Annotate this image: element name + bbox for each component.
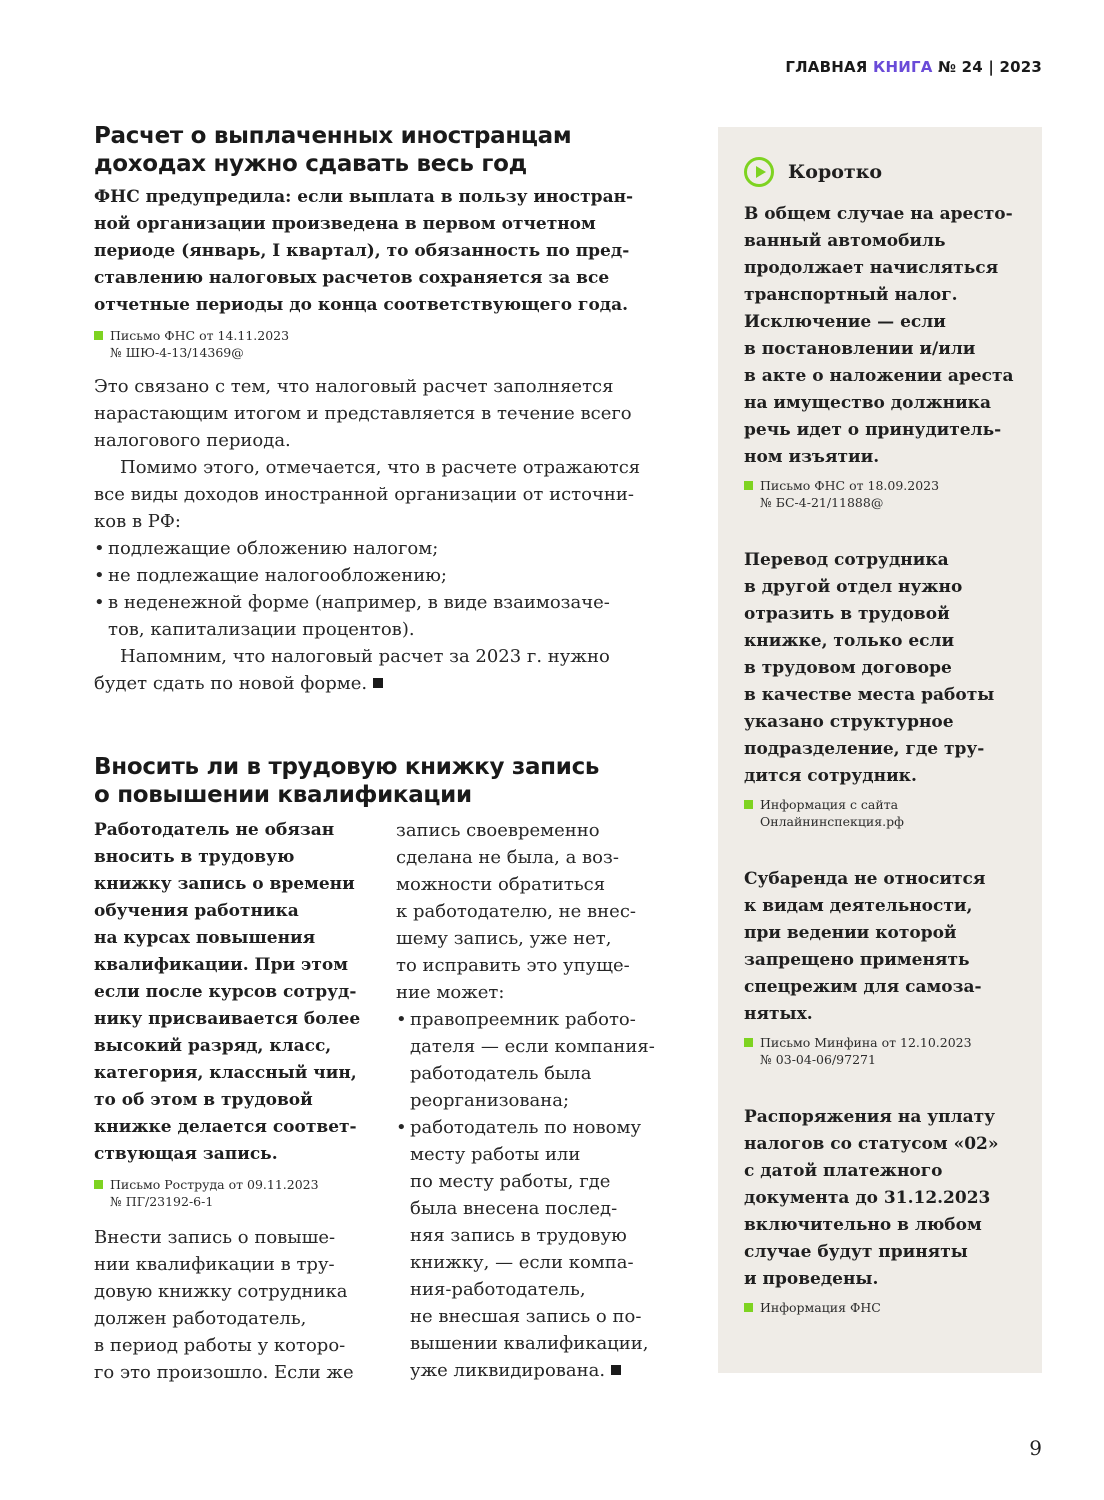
sidebar-note xyxy=(744,1104,1016,1316)
main-column xyxy=(94,122,674,1386)
sidebar-title: Коротко xyxy=(788,161,883,183)
article1-lead: ФНС предупредила: если выплата в пользу иностран- ной организации произведена в первом отчетном периоде (январь, I квартал), то обязанность по пред- ставлению налоговых расчетов сохраняется за все отчетные периоды до конца соответствующего года. xyxy=(94,187,634,315)
note-text: Перевод сотрудника в другой отдел нужно отразить в трудовой книжке, только если в трудовом договоре в качестве места работы указано структурное подразделение, где тру- дится сотрудник. xyxy=(744,550,995,786)
source-marker-icon xyxy=(94,331,103,340)
article2-column-left xyxy=(94,817,362,1386)
note-text: Распоряжения на уплату налогов со статусом «02» с датой платежного документа до 31.12.2023 включительно в любом случае будут приняты и проведены. xyxy=(744,1107,999,1289)
list-item: • в неденежной форме (например, в виде взаимозаче- тов, капитализации процентов). xyxy=(94,589,674,643)
header-book: КНИГА xyxy=(873,58,933,76)
article1-paragraph-3: Напомним, что налоговый расчет за 2023 г. нужно будет сдать по новой форме. xyxy=(94,646,610,694)
article2-lead: Работодатель не обязан вносить в трудовую книжку запись о времени обучения работника на курсах повышения квалификации. При этом если после курсов сотруд- нику присваивается более высокий разряд, класс, категория, классный чин, то об этом в трудовой книжке делается соответ- ствующая запись. xyxy=(94,820,361,1164)
article1-paragraph-2: Помимо этого, отмечается, что в расчете отражаются все виды доходов иностранной организации от источни- ков в РФ: xyxy=(94,457,641,532)
sidebar-note xyxy=(744,201,1016,511)
article2-title: Вносить ли в трудовую книжку запись о повышении квалификации xyxy=(94,754,600,808)
article2-source: Письмо Роструда от 09.11.2023 № ПГ/23192-6-1 xyxy=(94,1176,362,1210)
article2-paragraph-2: запись своевременно сделана не была, а воз- можности обратиться к работодателю, не внес- шему запись, уже нет, то исправить это упуще- ние может: xyxy=(396,820,636,1003)
end-of-article-icon xyxy=(611,1365,621,1375)
article1-paragraph-1: Это связано с тем, что налоговый расчет заполняется нарастающим итогом и представляется в течение всего налогового периода. xyxy=(94,376,632,451)
article1-title: Расчет о выплаченных иностранцам доходах нужно сдавать весь год xyxy=(94,123,572,177)
page-header xyxy=(785,58,1042,76)
source-marker-icon xyxy=(744,800,753,809)
list-item: • правопреемник работо- дателя — если компания- работодатель была реорганизована; xyxy=(396,1006,670,1114)
note-source: Информация с сайта Онлайнинспекция.рф xyxy=(744,796,1016,830)
note-text: Субаренда не относится к видам деятельности, при ведении которой запрещено применять спецрежим для самоза- нятых. xyxy=(744,869,986,1024)
play-icon xyxy=(744,157,774,187)
header-issue: № 24 | 2023 xyxy=(937,58,1042,76)
sidebar-note xyxy=(744,547,1016,830)
article2-columns xyxy=(94,817,674,1386)
list-item: • подлежащие обложению налогом; xyxy=(94,535,674,562)
article1-source: Письмо ФНС от 14.11.2023 № ШЮ-4-13/14369@ xyxy=(94,327,674,361)
note-source: Информация ФНС xyxy=(744,1299,1016,1316)
source-marker-icon xyxy=(744,1038,753,1047)
article2-bullet-list xyxy=(396,1006,670,1384)
sidebar-korotko xyxy=(718,127,1042,1373)
note-source: Письмо Минфина от 12.10.2023 № 03-04-06/97271 xyxy=(744,1034,1016,1068)
page-number: 9 xyxy=(1029,1436,1042,1460)
article2-column-right xyxy=(396,817,670,1386)
article2-paragraph-1: Внести запись о повыше- нии квалификации в тру- довую книжку сотрудника должен работодатель, в период работы у которо- го это произошло. Если же xyxy=(94,1227,354,1383)
source-marker-icon xyxy=(744,481,753,490)
list-item: • работодатель по новому месту работы или по месту работы, где была внесена послед- няя запись в трудовую книжку, — если компа- ния-работодатель, не внесшая запись о по- вышении квалификации, уже ликвидирована. xyxy=(396,1114,670,1384)
sidebar-note xyxy=(744,866,1016,1068)
source-marker-icon xyxy=(94,1180,103,1189)
header-brand: ГЛАВНАЯ xyxy=(785,58,868,76)
list-item: • не подлежащие налогообложению; xyxy=(94,562,674,589)
article1-bullet-list xyxy=(94,535,674,643)
end-of-article-icon xyxy=(373,678,383,688)
note-source: Письмо ФНС от 18.09.2023 № БС-4-21/11888@ xyxy=(744,477,1016,511)
note-text: В общем случае на аресто- ванный автомобиль продолжает начисляться транспортный налог. Исключение — если в постановлении и/или в акте о наложении ареста на имущество должника речь идет о принудитель- ном изъятии. xyxy=(744,204,1014,467)
source-marker-icon xyxy=(744,1303,753,1312)
sidebar-header xyxy=(744,157,1016,187)
